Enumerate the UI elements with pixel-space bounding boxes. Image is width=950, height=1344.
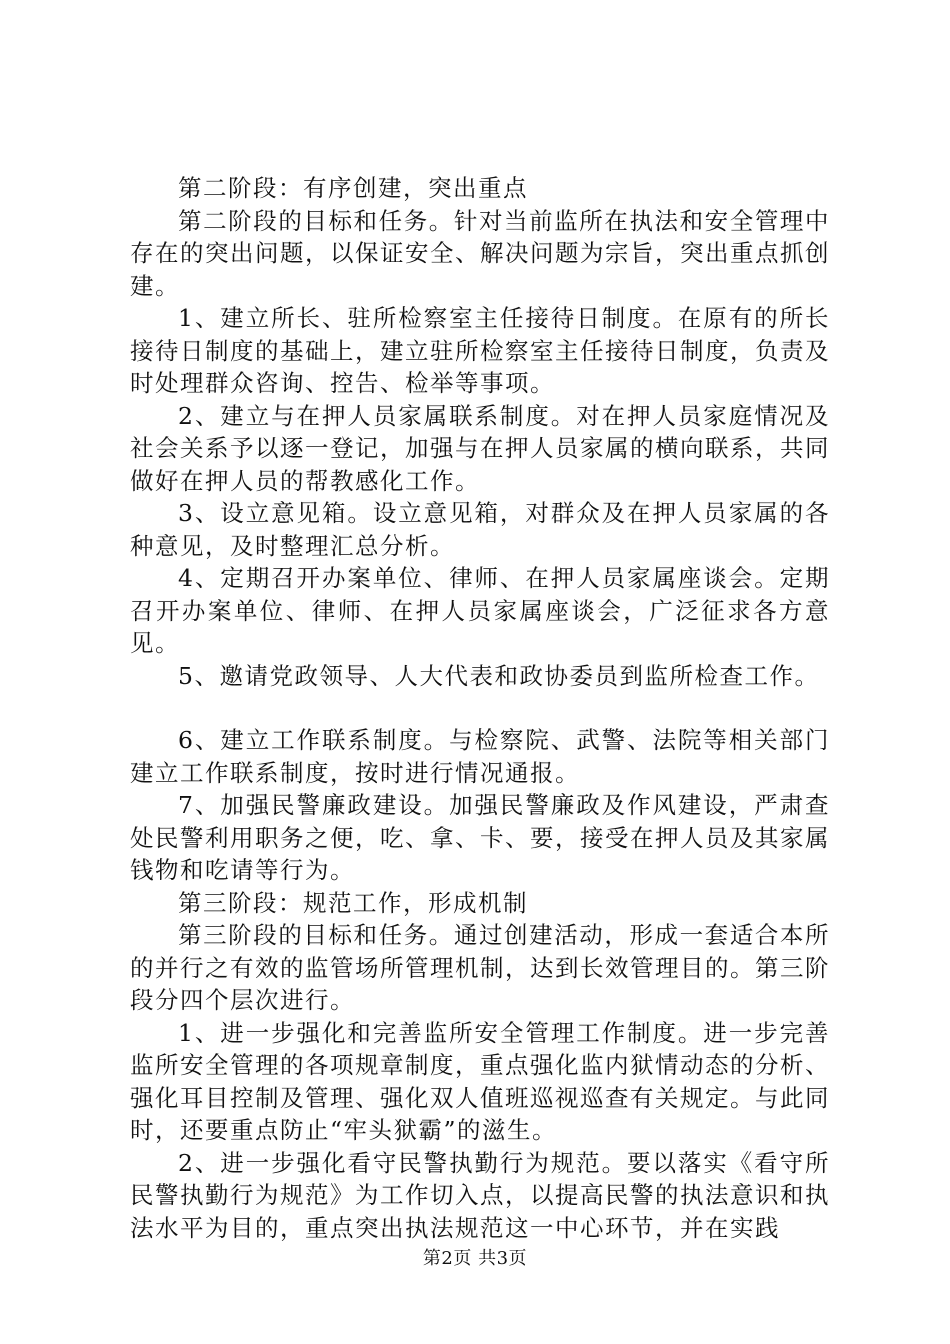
paragraph-stage-two-goals: 第二阶段的目标和任务。针对当前监所在执法和安全管理中存在的突出问题，以保证安全、解决问题为宗旨，突出重点抓创建。 [130, 206, 830, 300]
blank-line [130, 692, 830, 724]
section-heading-stage-three: 第三阶段：规范工作，形成机制 [178, 888, 528, 917]
paragraph-item-2: 2、建立与在押人员家属联系制度。对在押人员家庭情况及社会关系予以逐一登记，加强与在押人员家属的横向联系，共同做好在押人员的帮教感化工作。 [130, 401, 830, 495]
paragraph-stage-three-item-2: 2、进一步强化看守民警执勤行为规范。要以落实《看守所民警执勤行为规范》为工作切入点，以提高民警的执法意识和执法水平为目的，重点突出执法规范这一中心环节，并在实践 [130, 1148, 830, 1242]
paragraph-item-1: 1、建立所长、驻所检察室主任接待日制度。在原有的所长接待日制度的基础上，建立驻所检察室主任接待日制度，负责及时处理群众咨询、控告、检举等事项。 [130, 304, 830, 397]
paragraph-stage-three-goals: 第三阶段的目标和任务。通过创建活动，形成一套适合本所的并行之有效的监管场所管理机制，达到长效管理目的。第三阶段分四个层次进行。 [130, 921, 830, 1014]
paragraph-stage-three-item-1: 1、进一步强化和完善监所安全管理工作制度。进一步完善监所安全管理的各项规章制度，重点强化监内狱情动态的分析、强化耳目控制及管理、强化双人值班巡视巡查有关规定。与此同时，还要重点防止“牢头狱霸”的滋生。 [130, 1018, 830, 1144]
paragraph-item-3: 3、设立意见箱。设立意见箱，对群众及在押人员家属的各种意见，及时整理汇总分析。 [130, 499, 830, 560]
document-body [130, 172, 830, 1244]
paragraph-item-6: 6、建立工作联系制度。与检察院、武警、法院等相关部门建立工作联系制度，按时进行情况通报。 [130, 726, 830, 787]
page-number-footer: 第2页 共3页 [422, 1248, 528, 1269]
paragraph-item-7: 7、加强民警廉政建设。加强民警廉政及作风建设，严肃查处民警利用职务之便，吃、拿、卡、要，接受在押人员及其家属钱物和吃请等行为。 [130, 791, 830, 884]
section-heading-stage-two: 第二阶段：有序创建，突出重点 [178, 174, 528, 202]
paragraph-item-4: 4、定期召开办案单位、律师、在押人员家属座谈会。定期召开办案单位、律师、在押人员家属座谈会，广泛征求各方意见。 [130, 564, 830, 657]
paragraph-item-5: 5、邀请党政领导、人大代表和政协委员到监所检查工作。 [178, 661, 820, 690]
